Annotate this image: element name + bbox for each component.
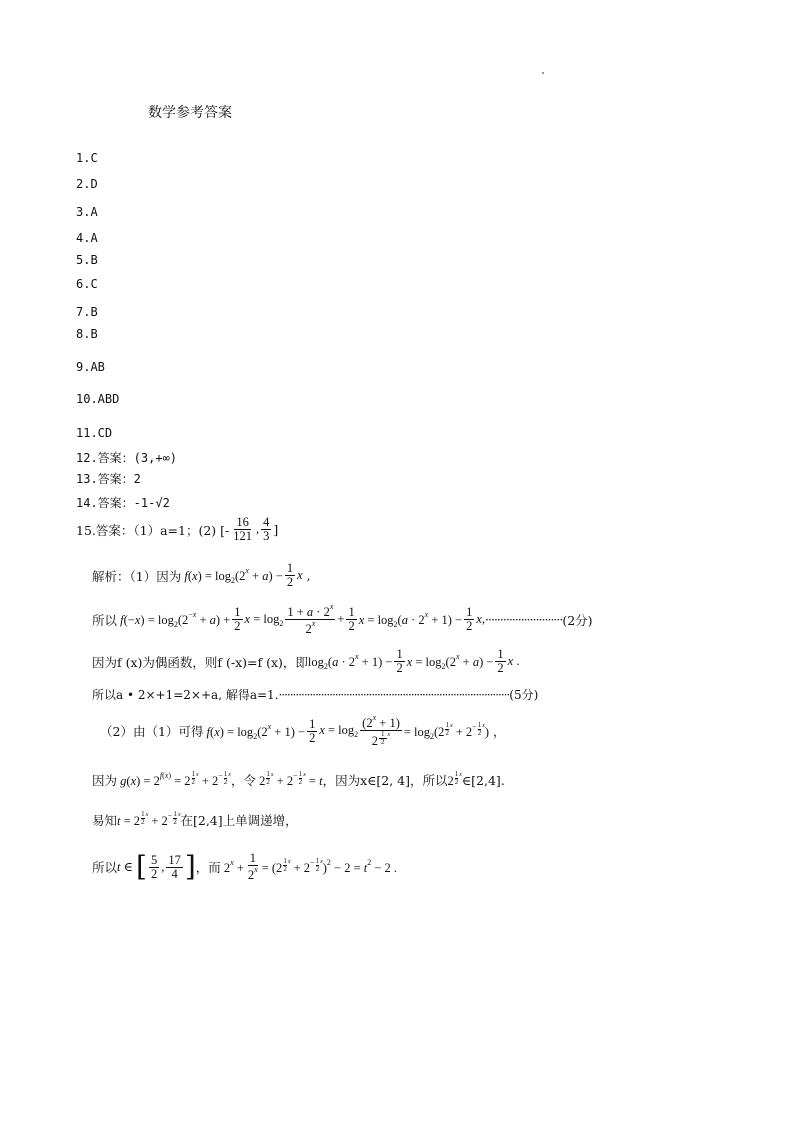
answer-3: 3.A [76, 205, 98, 219]
interval-fraction-2: $\frac{4}{3}$ [263, 515, 270, 544]
answer-10: 10.ABD [76, 392, 120, 406]
answer-7: 7.B [76, 305, 98, 319]
score-5: (5分) [509, 688, 539, 702]
solution-line-7: 易知 t = 2 $\frac{1}{2}$ $^x$ + 2− $\frac{1}{2}$ $^x$ 在[2,4]上单调递增， [92, 810, 298, 828]
page-title: 数学参考答案 [148, 105, 232, 121]
solution-line-6: 因为 $g(x) = 2^{f(x)} = 2$ $\frac{1}{2}$ $^x$ + 2− $\frac{1}{2}$ $^x$ ，令 2 $\frac{1}{2}$ $^x$ + 2− $\frac{1}{2}$ $^x$ = t ，因为x∈[2, 4]，所以 2 $\frac{1}{2}$ $^x$ ∈[2,4] . [92, 770, 505, 788]
answer-6: 6.C [76, 277, 98, 291]
interval-fraction-1: $\frac{16}{121}$ [233, 515, 252, 544]
answer-9: 9.AB [76, 360, 105, 374]
solution-line-5: （2）由（1）可得 $f(x) = \log_2(2^x + 1)$ − $\frac{1}{2}$ $x = \log_2$ $(2^x + 1)$ 2 $\frac{1}{2}$ $^x$ = $\log_2(2$ $\frac{1}{2}$ $^x$ + 2− $\frac{1}{2}$ $^x$) ， [100, 713, 506, 749]
score-2: (2分) [562, 612, 593, 628]
answer-2: 2.D [76, 177, 98, 191]
answer-1: 1.C [76, 151, 98, 165]
solution-line-3: 因为f (x)为偶函数，则f (-x)=f (x)，即 $\log_2(a \cdot 2^x + 1)$ − $\frac{1}{2}$ $x = \log_2(2^x + a)$ − $\frac{1}{2}$ x . [92, 647, 520, 676]
answer-15: 15.答案：（1）a=1；(2) [- $\frac{16}{121}$ , $\frac{4}{3}$ ] [76, 515, 279, 544]
answer-8: 8.B [76, 327, 98, 341]
answer-13: 13.答案：2 [76, 472, 141, 486]
answer-4: 4.A [76, 231, 98, 245]
solution-line-1: 解析：（1）因为 $f(x) = \log_2(2^x + a)$ − $\frac{1}{2}$ x , [92, 561, 311, 590]
answer-15-text: 15.答案：（1）a=1；(2) [- [76, 522, 230, 538]
solution-line-4: 所以a • 2×+1=2×+a, 解得a=1. ·················································································· (5分) [92, 687, 539, 702]
solution-line-2: 所以 $f(-x) = \log_2(2^{-x} + a)$ + $\frac{1}{2}$ $x = \log_2$ $\frac{1 + a \cdot 2^x}{2^x}$ + $\frac{1}{2}$ $x = \log_2(a \cdot 2^x + 1)$ − $\frac{1}{2}$ x, ·························· (2分) [92, 602, 593, 637]
solution-line-8: 所以 t ∈ [ $\frac{5}{2}$ , $\frac{17}{4}$ ] ，而 $2^x$ + $\frac{1}{2^x}$ = (2 $\frac{1}{2}$ $^x$ + 2− $\frac{1}{2}$ $^x)^2 - 2 = t^2 - 2$ . [92, 850, 398, 884]
answer-5: 5.B [76, 253, 98, 267]
answer-14: 14.答案：-1-√2 [76, 496, 170, 510]
answer-12: 12.答案：(3,+∞) [76, 451, 178, 465]
speck [542, 72, 544, 74]
answer-11: 11.CD [76, 426, 113, 440]
